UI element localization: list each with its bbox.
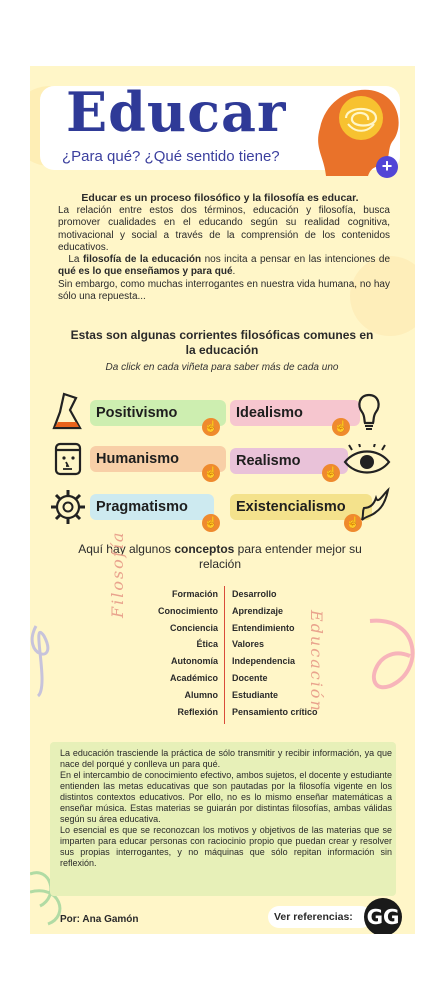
flask-icon bbox=[50, 392, 84, 432]
hand-pointer-icon[interactable]: ☝ bbox=[202, 464, 220, 482]
lightbulb-icon bbox=[354, 392, 384, 432]
current-idealismo[interactable]: Idealismo bbox=[230, 400, 360, 426]
hand-pointer-icon[interactable]: ☝ bbox=[202, 514, 220, 532]
currents-subtitle: Da click en cada viñeta para saber más de cada uno bbox=[105, 362, 339, 373]
current-positivismo[interactable]: Positivismo bbox=[90, 400, 226, 426]
concept-right: Independencia bbox=[232, 656, 296, 667]
right-word: Educación bbox=[307, 610, 326, 713]
intro-p2-text-b: nos incita a pensar en las intenciones de bbox=[201, 254, 391, 266]
concept-right: Desarrollo bbox=[232, 589, 277, 599]
references-link[interactable]: Ver referencias: bbox=[268, 906, 372, 928]
concept-right: Docente bbox=[232, 672, 268, 683]
hand-pointer-icon[interactable]: ☝ bbox=[202, 418, 220, 436]
left-word: Filosofía bbox=[108, 530, 127, 618]
intro-paragraph-1: La relación entre estos dos términos, educación y filosofía, busca promover cualidades en el educando según su realidad cognitiva, motivacional y social a través de la comprensión de los contenidos educativos. bbox=[58, 205, 390, 253]
concepts-title-text-a: Aquí hay algunos bbox=[78, 542, 175, 556]
summary-paragraph-3: Lo esencial es que se reconozcan los motivos y objetivos de las materias que se imparten para educar personas con raciocinio propio que puedan crear y resolver sus propias interrogantes, y no máquinas que sólo repitan información sin reflexión. bbox=[60, 825, 392, 868]
page-subtitle: ¿Para qué? ¿Qué sentido tiene? bbox=[62, 148, 280, 165]
face-icon bbox=[52, 440, 86, 480]
concepts-divider bbox=[224, 586, 225, 724]
current-humanismo[interactable]: Humanismo bbox=[90, 446, 226, 472]
current-pragmatismo[interactable]: Pragmatismo bbox=[90, 494, 214, 520]
concept-left: Autonomía bbox=[171, 656, 218, 667]
concept-left: Reflexión bbox=[177, 706, 218, 717]
label-filosofia bbox=[108, 531, 127, 618]
summary-text bbox=[60, 748, 392, 869]
gear-icon bbox=[50, 488, 86, 526]
page-title: Educar bbox=[66, 80, 287, 144]
hand-pointer-icon[interactable]: ☝ bbox=[332, 418, 350, 436]
concept-left: Conocimiento bbox=[158, 605, 218, 616]
hand-pointer-icon[interactable]: ☝ bbox=[344, 514, 362, 532]
infographic-poster bbox=[30, 66, 415, 934]
intro-p2-text-a: La bbox=[68, 254, 83, 266]
summary-paragraph-1: La educación trasciende la práctica de sólo transmitir y recibir información, ya que nace del porqué y conlleva un para qué. bbox=[60, 748, 392, 769]
intro-heading: Educar es un proceso filosófico y la filosofía es educar. bbox=[81, 192, 359, 204]
dove-icon bbox=[360, 486, 390, 524]
concept-left: Formación bbox=[171, 589, 218, 599]
concept-right: Valores bbox=[232, 639, 265, 650]
current-existencialismo[interactable]: Existencialismo bbox=[230, 494, 372, 520]
concept-right: Estudiante bbox=[232, 689, 279, 700]
add-button[interactable]: + bbox=[376, 156, 398, 178]
intro-paragraph-2 bbox=[58, 254, 390, 279]
concepts-title-bold: conceptos bbox=[174, 542, 235, 556]
concept-right: Aprendizaje bbox=[232, 605, 284, 616]
concept-left: Conciencia bbox=[169, 622, 218, 633]
hand-pointer-icon[interactable]: ☝ bbox=[322, 464, 340, 482]
author-logo[interactable]: GG bbox=[364, 898, 402, 934]
concept-left: Alumno bbox=[184, 689, 218, 700]
concepts-left-column bbox=[126, 586, 218, 720]
intro-p2-bold-a: filosofía de la educación bbox=[82, 254, 202, 266]
concept-right: Entendimiento bbox=[232, 622, 295, 633]
intro-p2-bold-b: qué es lo que enseñamos y para qué bbox=[58, 266, 233, 278]
currents-title: Estas son algunas corrientes filosóficas comunes en la educación bbox=[70, 328, 374, 357]
concept-left: Ética bbox=[196, 639, 218, 650]
eye-icon bbox=[342, 444, 392, 480]
current-realismo[interactable]: Realismo bbox=[230, 448, 348, 474]
concepts-right-column bbox=[232, 586, 352, 720]
author-credit: Por: Ana Gamón bbox=[60, 914, 139, 925]
summary-paragraph-2: En el intercambio de conocimiento efectivo, ambos sujetos, el docente y estudiante entienden las metas educativas que son pautadas por la filosofía vigente en los distintos contextos educativos. Por ello, no es lo mismo enseñar matemáticas a enseñar música. Estas materias se guiarán por distintas filosofías, ambas válidas según su área educativa. bbox=[60, 770, 392, 824]
intro-paragraph-3: Sin embargo, como muchas interrogantes en nuestra vida humana, no hay sólo una repuesta... bbox=[58, 278, 390, 303]
concept-left: Académico bbox=[169, 672, 218, 683]
intro-text bbox=[58, 205, 390, 303]
concept-right: Pensamiento crítico bbox=[232, 706, 318, 717]
intro-p2-text-c: . bbox=[232, 266, 236, 278]
concepts-title-text-b: para entender mejor su relación bbox=[198, 542, 362, 571]
